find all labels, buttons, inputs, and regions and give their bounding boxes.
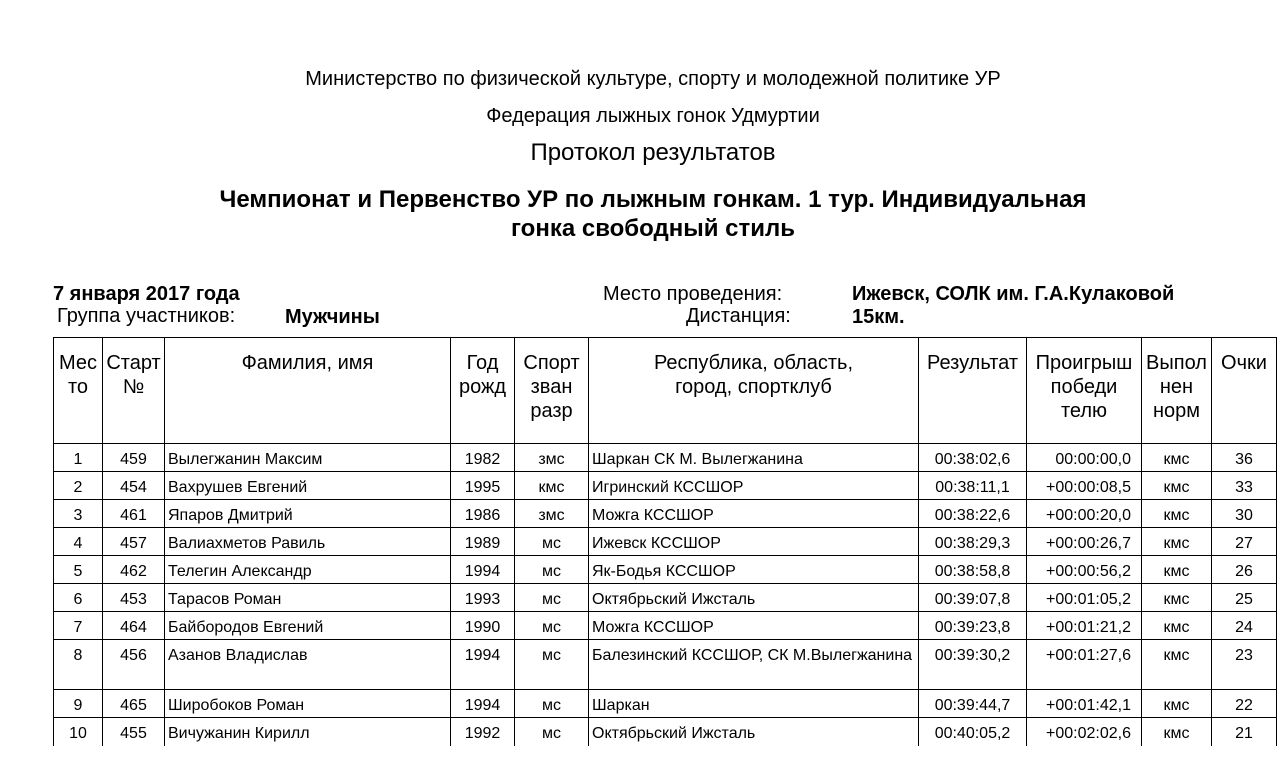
cell-year: 1993 (451, 584, 515, 612)
col-header-line: зван (530, 376, 573, 398)
cell-points: 26 (1212, 556, 1277, 584)
cell-club: Ижевск КССШОР (589, 528, 919, 556)
protocol-heading: Протокол результатов (530, 139, 776, 166)
cell-result: 00:38:02,6 (919, 444, 1027, 472)
col-header-line: Мес (58, 352, 97, 374)
results-body (54, 444, 1277, 746)
table-row (54, 472, 1277, 500)
col-header-line: разр (530, 400, 573, 422)
cell-year: 1995 (451, 472, 515, 500)
table-row (54, 500, 1277, 528)
col-header-line: Старт (106, 352, 161, 374)
cell-name: Телегин Александр (165, 556, 451, 584)
cell-club: Шаркан (589, 690, 919, 718)
event-date: 7 января 2017 года (53, 283, 240, 305)
cell-bib: 464 (103, 612, 165, 640)
cell-club: Шаркан СК М. Вылегжанина (589, 444, 919, 472)
cell-gap: +00:01:05,2 (1027, 584, 1142, 612)
cell-norm: кмс (1142, 500, 1212, 528)
cell-points: 21 (1212, 718, 1277, 746)
cell-name: Тарасов Роман (165, 584, 451, 612)
col-header-line: рожд (458, 376, 507, 398)
col-header-line: Фамилия, имя (241, 352, 374, 374)
cell-bib: 455 (103, 718, 165, 746)
col-header-result (919, 338, 1027, 444)
cell-points: 24 (1212, 612, 1277, 640)
table-row (54, 556, 1277, 584)
cell-result: 00:38:29,3 (919, 528, 1027, 556)
group-value: Мужчины (285, 306, 380, 328)
cell-result: 00:38:22,6 (919, 500, 1027, 528)
cell-rank: кмс (515, 472, 589, 500)
results-table (53, 337, 1277, 746)
cell-club: Можга КССШОР (589, 612, 919, 640)
cell-result: 00:38:11,1 (919, 472, 1027, 500)
cell-rank: мс (515, 584, 589, 612)
federation-heading: Федерация лыжных гонок Удмуртии (486, 105, 820, 127)
cell-norm: кмс (1142, 528, 1212, 556)
col-header-line: победи (1050, 376, 1118, 398)
table-row (54, 528, 1277, 556)
cell-year: 1989 (451, 528, 515, 556)
cell-rank: змс (515, 444, 589, 472)
cell-bib: 453 (103, 584, 165, 612)
cell-name: Азанов Владислав (165, 640, 451, 690)
cell-points: 23 (1212, 640, 1277, 690)
table-row (54, 612, 1277, 640)
col-header-line: норм (1152, 400, 1201, 422)
cell-bib: 465 (103, 690, 165, 718)
table-header-row (54, 338, 1277, 444)
cell-club: Можга КССШОР (589, 500, 919, 528)
cell-club: Як-Бодья КССШОР (589, 556, 919, 584)
col-header-place (54, 338, 103, 444)
event-title (0, 185, 1280, 243)
cell-rank: мс (515, 718, 589, 746)
cell-points: 22 (1212, 690, 1277, 718)
col-header-line: Выпол (1146, 352, 1207, 374)
cell-points: 25 (1212, 584, 1277, 612)
cell-place: 9 (54, 690, 103, 718)
table-row (54, 584, 1277, 612)
cell-norm: кмс (1142, 584, 1212, 612)
cell-points: 30 (1212, 500, 1277, 528)
cell-place: 5 (54, 556, 103, 584)
cell-bib: 461 (103, 500, 165, 528)
event-title-line-2: гонка свободный стиль (511, 215, 795, 242)
ministry-heading: Министерство по физической культуре, спорту и молодежной политике УР (305, 68, 1001, 90)
col-header-line: № (122, 376, 145, 398)
cell-gap: 00:00:00,0 (1027, 444, 1142, 472)
cell-name: Вылегжанин Максим (165, 444, 451, 472)
cell-norm: кмс (1142, 444, 1212, 472)
cell-club: Октябрьский Ижсталь (589, 718, 919, 746)
col-header-rank (515, 338, 589, 444)
col-header-line: то (67, 376, 89, 398)
col-header-line: нен (1159, 376, 1194, 398)
cell-bib: 457 (103, 528, 165, 556)
cell-gap: +00:00:26,7 (1027, 528, 1142, 556)
cell-year: 1994 (451, 556, 515, 584)
cell-bib: 462 (103, 556, 165, 584)
cell-points: 36 (1212, 444, 1277, 472)
table-row (54, 640, 1277, 690)
event-title-line-1: Чемпионат и Первенство УР по лыжным гонкам. 1 тур. Индивидуальная (219, 186, 1087, 213)
cell-name: Валиахметов Равиль (165, 528, 451, 556)
cell-year: 1994 (451, 690, 515, 718)
cell-year: 1994 (451, 640, 515, 690)
cell-year: 1990 (451, 612, 515, 640)
distance-value: 15км. (852, 306, 905, 328)
cell-gap: +00:01:21,2 (1027, 612, 1142, 640)
cell-place: 7 (54, 612, 103, 640)
col-header-points (1212, 338, 1277, 444)
col-header-line: город, спортклуб (675, 376, 832, 398)
cell-place: 8 (54, 640, 103, 690)
cell-year: 1986 (451, 500, 515, 528)
venue-label: Место проведения: (603, 283, 783, 305)
col-header-line: Результат (927, 352, 1018, 374)
cell-norm: кмс (1142, 556, 1212, 584)
cell-result: 00:39:07,8 (919, 584, 1027, 612)
cell-rank: мс (515, 528, 589, 556)
cell-name: Вахрушев Евгений (165, 472, 451, 500)
col-header-year (451, 338, 515, 444)
col-header-line: телю (1060, 400, 1108, 422)
cell-place: 3 (54, 500, 103, 528)
cell-gap: +00:02:02,6 (1027, 718, 1142, 746)
cell-name: Байбородов Евгений (165, 612, 451, 640)
table-row (54, 690, 1277, 718)
cell-gap: +00:01:42,1 (1027, 690, 1142, 718)
cell-year: 1982 (451, 444, 515, 472)
distance-label: Дистанция: (686, 305, 791, 327)
cell-rank: змс (515, 500, 589, 528)
cell-gap: +00:00:20,0 (1027, 500, 1142, 528)
cell-place: 2 (54, 472, 103, 500)
col-header-bib (103, 338, 165, 444)
cell-norm: кмс (1142, 718, 1212, 746)
cell-year: 1992 (451, 718, 515, 746)
cell-name: Япаров Дмитрий (165, 500, 451, 528)
col-header-line: Спорт (523, 352, 580, 374)
cell-result: 00:38:58,8 (919, 556, 1027, 584)
col-header-line: Республика, область, (653, 352, 854, 374)
cell-gap: +00:00:08,5 (1027, 472, 1142, 500)
cell-result: 00:39:23,8 (919, 612, 1027, 640)
cell-result: 00:40:05,2 (919, 718, 1027, 746)
cell-place: 1 (54, 444, 103, 472)
cell-norm: кмс (1142, 690, 1212, 718)
cell-place: 4 (54, 528, 103, 556)
cell-bib: 459 (103, 444, 165, 472)
cell-club: Октябрьский Ижсталь (589, 584, 919, 612)
col-header-norm (1142, 338, 1212, 444)
cell-place: 10 (54, 718, 103, 746)
cell-norm: кмс (1142, 640, 1212, 690)
group-label: Группа участников: (57, 305, 236, 327)
cell-rank: мс (515, 556, 589, 584)
cell-bib: 454 (103, 472, 165, 500)
cell-name: Вичужанин Кирилл (165, 718, 451, 746)
table-row (54, 718, 1277, 746)
cell-place: 6 (54, 584, 103, 612)
cell-name: Широбоков Роман (165, 690, 451, 718)
cell-rank: мс (515, 640, 589, 690)
cell-result: 00:39:44,7 (919, 690, 1027, 718)
cell-club: Игринский КССШОР (589, 472, 919, 500)
table-row (54, 444, 1277, 472)
cell-gap: +00:00:56,2 (1027, 556, 1142, 584)
cell-norm: кмс (1142, 472, 1212, 500)
cell-points: 27 (1212, 528, 1277, 556)
cell-gap: +00:01:27,6 (1027, 640, 1142, 690)
col-header-line: Год (466, 352, 499, 374)
cell-result: 00:39:30,2 (919, 640, 1027, 690)
cell-points: 33 (1212, 472, 1277, 500)
col-header-name (165, 338, 451, 444)
col-header-line: Очки (1221, 352, 1267, 374)
cell-club: Балезинский КССШОР, СК М.Вылегжанина (589, 640, 919, 690)
cell-rank: мс (515, 612, 589, 640)
col-header-gap (1027, 338, 1142, 444)
col-header-club (589, 338, 919, 444)
cell-bib: 456 (103, 640, 165, 690)
cell-norm: кмс (1142, 612, 1212, 640)
cell-rank: мс (515, 690, 589, 718)
col-header-line: Проигрыш (1035, 352, 1133, 374)
venue-value: Ижевск, СОЛК им. Г.А.Кулаковой (852, 283, 1175, 305)
